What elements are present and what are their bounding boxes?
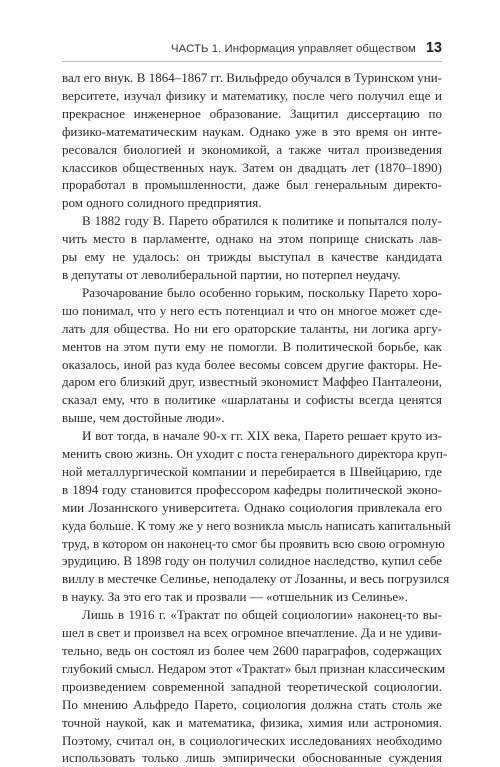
paragraph xyxy=(62,427,451,606)
text-line: По мнению Альфредо Парето, социология должна стать столь же xyxy=(62,696,442,712)
body-text xyxy=(62,69,451,767)
text-line: в 1894 году становится профессором кафедры политической эконо- xyxy=(62,481,442,497)
text-line: проработал в промышленности, даже был генеральным директо- xyxy=(62,177,442,193)
page-header xyxy=(62,40,442,60)
text-line: виллу в местечке Селинье, неподалеку от Лозанны, и весь погрузился xyxy=(62,571,450,587)
header-divider xyxy=(62,61,442,62)
text-line: глубокий смысл. Недаром этот «Трактат» был признан классическим xyxy=(62,660,446,676)
text-line: эрудицию. В 1898 году он получил солидное наследство, купил себе xyxy=(62,553,442,569)
text-line: лать для общества. Но ни его ораторские таланты, ни логика аргу- xyxy=(62,320,442,336)
text-line: точной наукой, как и математика, физика, химия или астрономия. xyxy=(62,714,442,730)
text-line: произведением современной западной теоретической социологии. xyxy=(62,678,442,694)
paragraph xyxy=(62,284,442,427)
text-line: в науку. За это его так и прозвали — «отшельник из Селинье». xyxy=(62,589,408,605)
paragraph xyxy=(62,69,442,212)
text-line: ры ему не удалось: он трижды выступал в качестве кандидата xyxy=(62,249,442,265)
text-line: сказал ему, что в политике «шарлатаны и софисты всегда ценятся xyxy=(62,392,442,408)
text-line: физико-математическим наукам. Однако уже в это время он инте- xyxy=(62,123,442,139)
text-line: В 1882 году В. Парето обратился к политике и попытался полу- xyxy=(82,213,442,229)
text-line: менить свою жизнь. Он уходит с поста генерального директора круп- xyxy=(62,446,448,462)
text-line: чить место в парламенте, однако на этом поприще снискать лав- xyxy=(62,231,442,247)
running-title: ЧАСТЬ 1. Информация управляет обществом xyxy=(171,43,416,55)
text-line: куда больше. К тому же у него возникла мысль написать капитальный xyxy=(62,517,451,533)
text-line: вал его внук. В 1864–1867 гг. Вильфредо обучался в Туринском уни- xyxy=(62,70,442,85)
text-line: шел в свет и произвел на всех огромное впечатление. Да и не удиви- xyxy=(62,625,442,641)
text-line: Разочарование было особенно горьким, поскольку Парето хоро- xyxy=(82,284,442,300)
text-line: ментов на этом пути ему не помогли. В политической борьбе, как xyxy=(62,338,442,354)
text-line: ресовался биологией и экономикой, а также читал произведения xyxy=(62,141,442,157)
text-line: мии Лозаннского университета. Однако социология привлекала его xyxy=(62,499,442,515)
text-line: ной металлургической компании и перебирается в Швейцарию, где xyxy=(62,463,442,479)
text-line: использовать только лишь эмпирически обоснованные суждения xyxy=(62,750,442,766)
text-line: оказалось, иной раз куда более весомы совсем другие факторы. Не- xyxy=(62,356,442,372)
page-number: 13 xyxy=(425,40,442,56)
text-line: классиков общественных наук. Затем он двадцать лет (1870–1890) xyxy=(62,159,442,175)
text-line: ром одного солидного предприятия. xyxy=(62,195,262,211)
text-line: прекрасное инженерное образование. Защитил диссертацию по xyxy=(62,105,442,121)
text-line: труд, в котором он наконец-то смог бы проявить всю свою огромную xyxy=(62,535,445,551)
text-line: шо понимал, что у него есть потенциал и что он многое может сде- xyxy=(62,302,442,318)
paragraph xyxy=(62,212,442,284)
text-line: в депутаты от леволиберальной партии, но потерпел неудачу. xyxy=(62,266,401,282)
text-line: верситете, изучал физику и математику, после чего получил еще и xyxy=(62,87,442,103)
text-line: Поэтому, считал он, в социологических исследованиях необходимо xyxy=(62,732,442,748)
text-line: Лишь в 1916 г. «Трактат по общей социологии» наконец-то вы- xyxy=(82,607,442,623)
paragraph xyxy=(62,606,446,767)
text-line: даром его близкий друг, известный экономист Маффео Панталеони, xyxy=(62,374,442,390)
text-line: И вот тогда, в начале 90-х гг. XIX века, Парето решает круто из- xyxy=(82,428,442,444)
text-line: тельно, ведь он состоял из более чем 2600 параграфов, содержащих xyxy=(62,643,442,658)
text-line: выше, чем достойные люди». xyxy=(62,410,225,426)
